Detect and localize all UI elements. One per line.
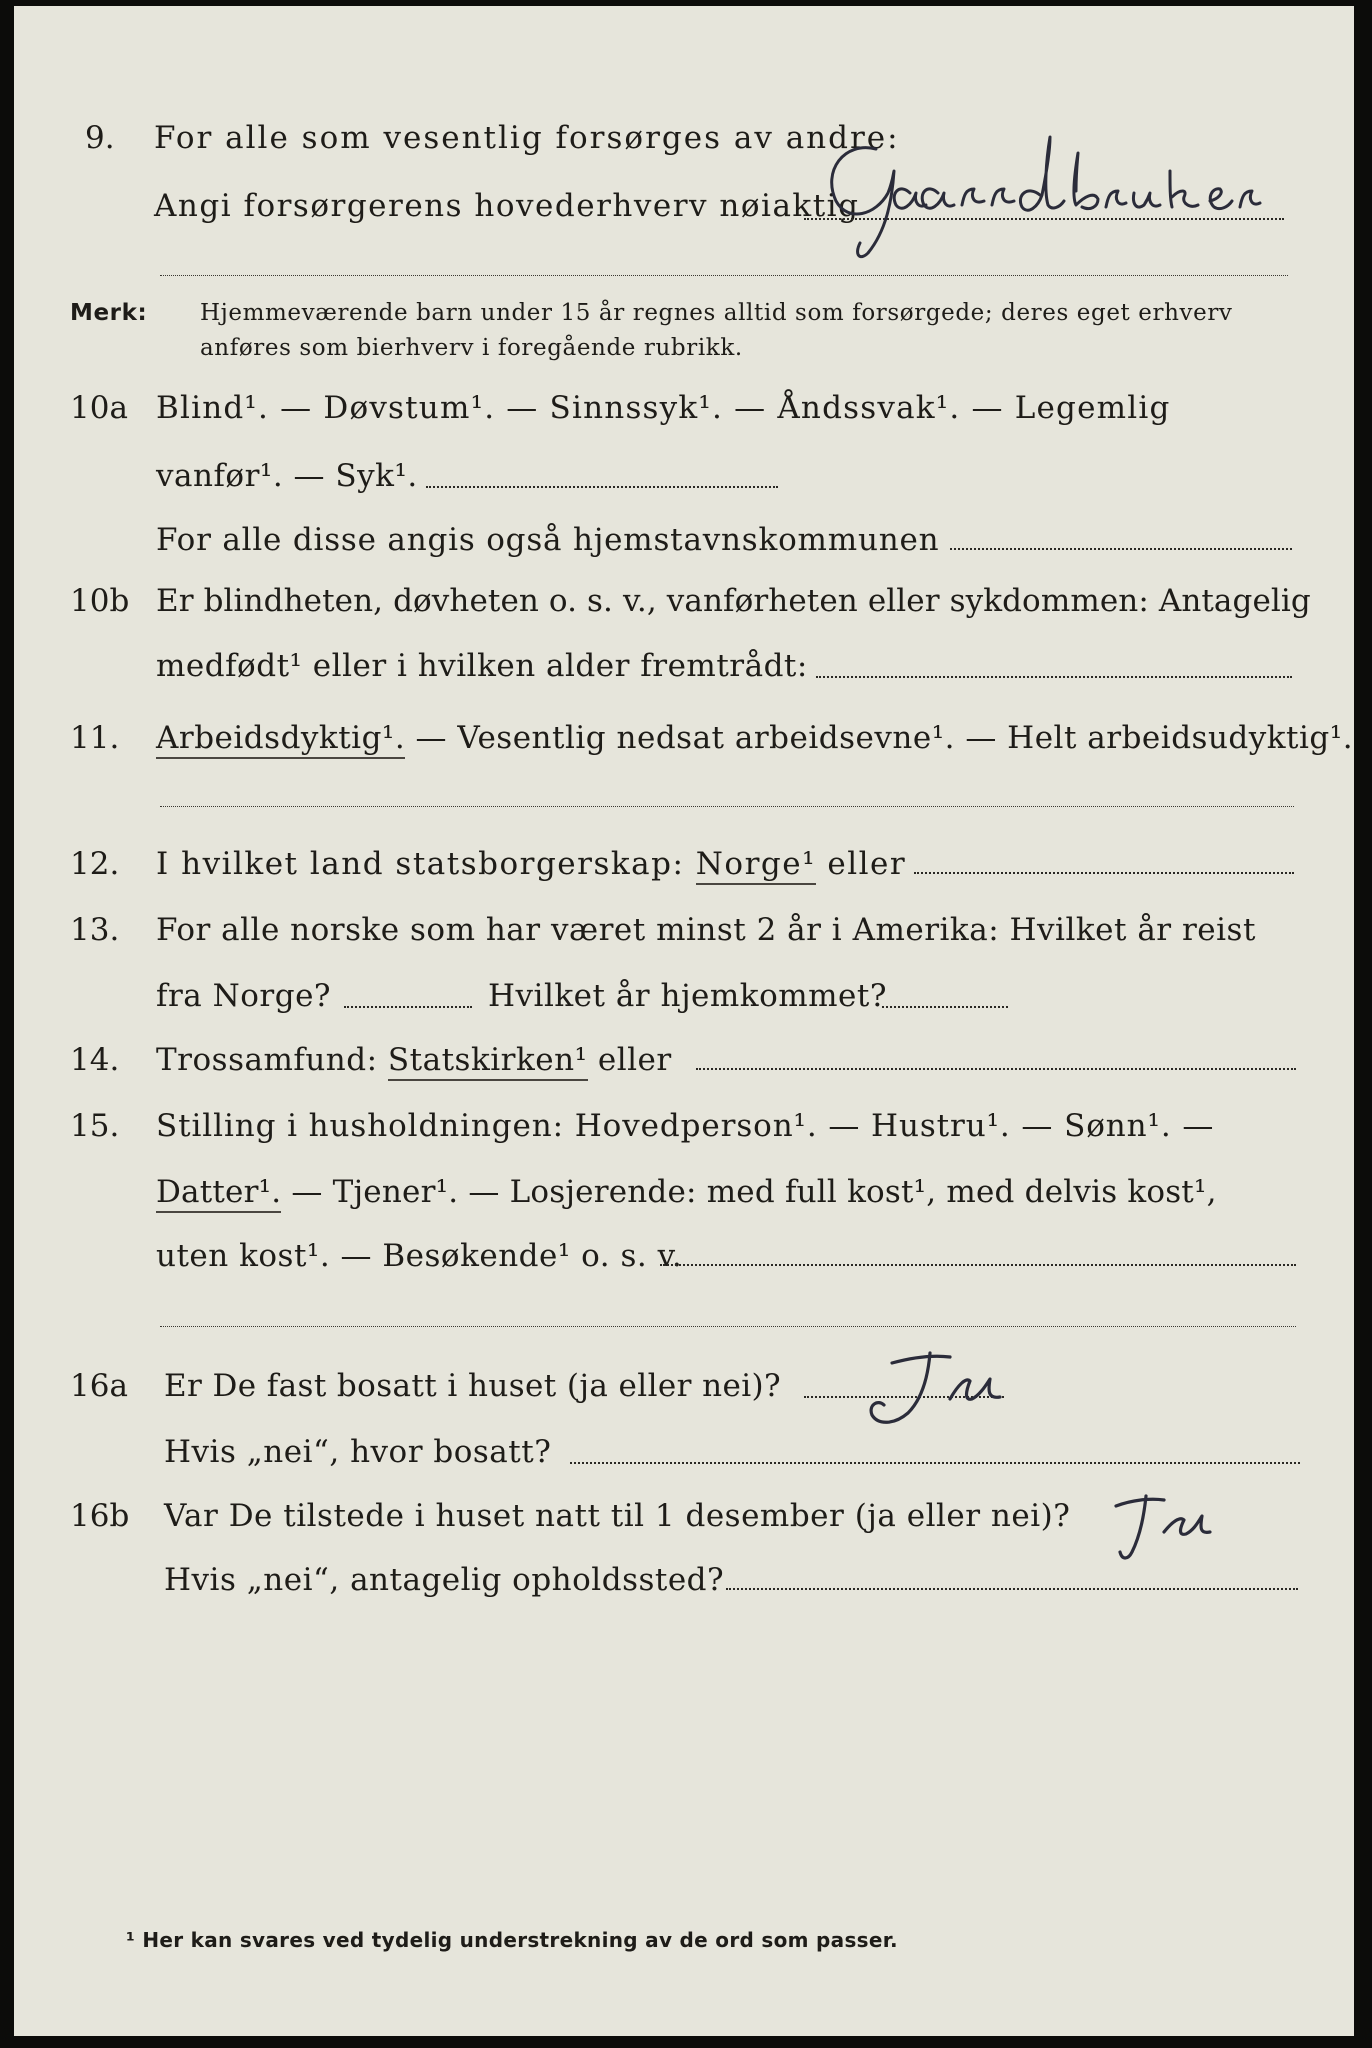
q14-option-statskirken: Statskirken¹ — [388, 1042, 588, 1081]
q11-option-arbeidsdyktig: Arbeidsdyktig¹. — [156, 720, 405, 759]
q12-option-norge: Norge¹ — [696, 846, 816, 885]
q9-number: 9. — [85, 120, 115, 156]
q10a-line1: Blind¹. — Døvstum¹. — Sinnssyk¹. — Åndssvak¹. — Legemlig — [156, 390, 1171, 426]
merk-label: Merk: — [70, 300, 148, 326]
census-form-page — [14, 6, 1354, 2036]
q16a-line2: Hvis „nei“, hvor bosatt? — [164, 1434, 552, 1470]
q14-number: 14. — [70, 1042, 120, 1078]
q15-line3: uten kost¹. — Besøkende¹ o. s. v. — [156, 1238, 683, 1274]
q9-handwritten-answer — [814, 131, 1334, 266]
q9-line1: For alle som vesentlig forsørges av andre: — [154, 120, 900, 156]
q10a-line2: vanfør¹. — Syk¹. — [156, 458, 418, 494]
q9-separator — [160, 275, 1288, 276]
q12-post: eller — [816, 846, 907, 882]
q16a-handwritten-answer — [854, 1341, 1054, 1431]
q10a-line3: For alle disse angis også hjemstavnskommunen — [156, 522, 940, 558]
q13-line2b: Hvilket år hjemkommet? — [488, 978, 887, 1014]
q11-separator — [160, 806, 1294, 807]
q15-separator — [160, 1326, 1296, 1327]
q9-line2: Angi forsørgerens hovederhverv nøiaktig — [154, 188, 860, 224]
footnote: ¹ Her kan svares ved tydelig understrekning av de ord som passer. — [126, 1928, 898, 1952]
q10a-syk-answer-line — [426, 486, 778, 488]
q14-answer-line — [696, 1068, 1296, 1070]
q10b-answer-line — [816, 676, 1292, 678]
q10a-number: 10a — [70, 390, 128, 426]
q15-answer-line — [660, 1264, 1296, 1266]
q12-pre: I hvilket land statsborgerskap: — [156, 846, 696, 882]
q16b-opholdssted-answer-line — [726, 1588, 1298, 1590]
q14-post: eller — [587, 1042, 672, 1078]
q16b-line1: Var De tilstede i huset natt til 1 desember (ja eller nei)? — [164, 1498, 1071, 1534]
q14-line — [156, 1040, 672, 1080]
q11-rest: — Vesentlig nedsat arbeidsevne¹. — Helt arbeidsudyktig¹. — [405, 720, 1354, 756]
q13-line1: For alle norske som har været minst 2 år i Amerika: Hvilket år reist — [156, 912, 1256, 948]
q15-line1: Stilling i husholdningen: Hovedperson¹. — Hustru¹. — Sønn¹. — — [156, 1108, 1215, 1144]
q13-number: 13. — [70, 912, 120, 948]
q16a-number: 16a — [70, 1368, 128, 1404]
q14-pre: Trossamfund: — [156, 1042, 388, 1078]
q15-number: 15. — [70, 1108, 120, 1144]
q15-option-datter: Datter¹. — [156, 1174, 281, 1213]
q15-line2 — [156, 1172, 1217, 1212]
q16b-handwritten-answer — [1102, 1486, 1302, 1566]
q16b-number: 16b — [70, 1498, 130, 1534]
q16a-bosatt-answer-line — [570, 1462, 1300, 1464]
q16b-line2: Hvis „nei“, antagelig opholdssted? — [164, 1562, 725, 1598]
q13-hjemkommet-answer-line — [882, 1006, 1008, 1008]
q13-reist-answer-line — [344, 1006, 472, 1008]
q10b-line1: Er blindheten, døvheten o. s. v., vanførheten eller sykdommen: Antagelig — [156, 583, 1311, 619]
merk-line1: Hjemmeværende barn under 15 år regnes alltid som forsørgede; deres eget erhverv — [200, 300, 1233, 326]
q15-line2-rest: — Tjener¹. — Losjerende: med full kost¹, med delvis kost¹, — [281, 1174, 1217, 1210]
q13-line2a: fra Norge? — [156, 978, 332, 1014]
q12-answer-line — [914, 872, 1294, 874]
q10b-line2: medfødt¹ eller i hvilken alder fremtrådt: — [156, 648, 808, 684]
q12-line — [156, 844, 906, 884]
q10b-number: 10b — [70, 583, 130, 619]
q16a-line1: Er De fast bosatt i huset (ja eller nei)? — [164, 1368, 782, 1404]
q10a-kommune-answer-line — [950, 548, 1292, 550]
q11-line — [156, 718, 1353, 758]
q11-number: 11. — [70, 720, 120, 756]
merk-line2: anføres som bierhverv i foregående rubrikk. — [200, 335, 743, 361]
q12-number: 12. — [70, 846, 120, 882]
